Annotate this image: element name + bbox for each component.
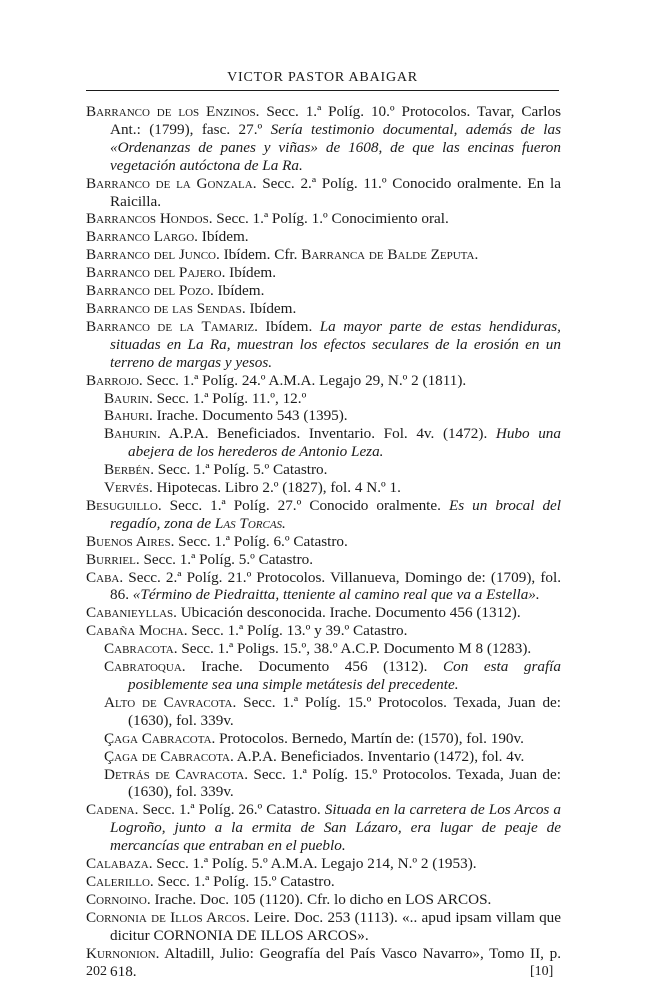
toponym-variant-entry — [104, 730, 561, 748]
toponym-name: Vervés — [104, 479, 149, 497]
toponym-name: Bahuri — [104, 407, 149, 425]
entry-commentary: Sería testimonio documental, además de las «Ordenanzas de panes y viñas» de 1608, de que las encinas fueron vegetación autóctona de La Ra. — [110, 120, 561, 174]
entry-commentary: Es un brocal del regadío, zona de — [110, 496, 561, 532]
entry-source: . Secc. 1.ª Políg. 10.º Protocolos. Tavar, Carlos Ant.: (1799), fasc. 27.º — [110, 103, 562, 138]
toponym-name: Buenos Aires — [86, 532, 171, 550]
toponym-name: Çaga Cabracota — [104, 729, 212, 747]
toponym-name: Barranco de las Sendas — [86, 299, 242, 317]
toponym-name: Besuguillo — [86, 496, 158, 514]
toponym-variant-entry — [104, 640, 561, 658]
entry-source: . Irache. Documento 456 (1312). — [181, 658, 443, 676]
toponym-entry — [86, 228, 561, 246]
toponym-variant-entry — [104, 390, 561, 408]
entry-source: . Protocolos. Bernedo, Martín de: (1570), fol. 190v. — [211, 729, 524, 747]
toponym-name: Barranco del Junco — [86, 246, 216, 264]
toponym-name: Barranco de la Tamariz — [86, 317, 255, 335]
entry-commentary: Situada en la carretera de Los Arcos a Logroño, junto a la ermita de San Lázaro, era lugar de peaje de mercancías que entraban en el pueblo. — [110, 801, 561, 855]
page-number: 202 — [86, 964, 107, 979]
running-header: VICTOR PASTOR ABAIGAR — [86, 70, 559, 91]
entry-source: . Ibídem. — [241, 299, 297, 317]
toponym-entry — [86, 622, 561, 640]
toponym-variant-entry — [104, 766, 561, 802]
toponym-name: Cadena — [86, 801, 135, 819]
toponym-entry — [86, 855, 561, 873]
toponym-name: Detrás de Cavracota — [104, 765, 245, 783]
toponym-variant-entry — [104, 748, 561, 766]
toponym-name: Baurin — [104, 389, 149, 407]
toponym-variant-entry — [104, 461, 561, 479]
toponym-entry — [86, 873, 561, 891]
entry-source: . Secc. 1.ª Políg. 5.º Catastro. — [150, 461, 328, 479]
toponym-name: Kurnonion — [86, 944, 156, 962]
toponym-name: Cornonia de Illos Arcos — [86, 908, 246, 926]
entry-source: . Secc. 1.ª Políg. 5.º A.M.A. Legajo 214, N.º 2 (1953). — [148, 855, 477, 873]
entry-source: . Ibídem. — [254, 317, 320, 335]
entry-source: . Hipotecas. Libro 2.º (1827), fol. 4 N.º 1. — [148, 479, 401, 497]
entry-source: . Secc. 1.ª Políg. 11.º, 12.º — [148, 389, 307, 407]
toponym-name: Cabanieyllas — [86, 604, 174, 622]
entry-source: . Ibídem. Cfr. — [215, 246, 302, 264]
entry-source: . — [474, 246, 479, 264]
toponym-name: Cornoino — [86, 890, 147, 908]
toponym-entry — [86, 210, 561, 228]
entry-source: . Irache. Doc. 105 (1120). Cfr. lo dicho en LOS ARCOS. — [146, 890, 492, 908]
entry-source: . Leire. Doc. 253 (1113). «.. apud ipsam villam que dicitur CORNONIA DE ILLOS ARCOS». — [110, 908, 561, 944]
entry-source: . Ibídem. — [194, 228, 249, 246]
entry-commentary: «Término de Piedraitta, tteniente al camino real que va a Estella». — [132, 586, 540, 604]
entry-source: . Altadill, Julio: Geografía del País Vasco Navarro», Tomo II, p. 618. — [110, 944, 561, 980]
toponym-name: Barranco Largo — [86, 228, 195, 246]
toponym-name: Alto de Cavracota — [104, 693, 233, 711]
entry-source: . Ubicación desconocida. Irache. Documento 456 (1312). — [173, 604, 521, 622]
toponym-entry — [86, 604, 561, 622]
toponym-name: Bahurin — [104, 425, 157, 443]
entry-source: . Secc. 1.ª Políg. 15.º Catastro. — [149, 872, 335, 890]
toponym-entry — [86, 246, 561, 264]
entry-source: . Secc. 1.ª Políg. 15.º Protocolos. Texada, Juan de: (1630), fol. 339v. — [128, 693, 562, 729]
toponym-name: Barrancos Hondos — [86, 210, 209, 228]
entry-source: . Secc. 2.ª Políg. 21.º Protocolos. Villanueva, Domingo de: (1709), fol. 86. — [110, 568, 561, 604]
entry-commentary: . — [282, 514, 286, 532]
toponym-entry — [86, 318, 561, 372]
entry-source: . Secc. 1.ª Políg. 6.º Catastro. — [170, 532, 348, 550]
toponym-name: Barranco de los Enzinos — [86, 103, 256, 120]
entry-commentary: La mayor parte de estas hendiduras, situadas en La Ra, muestran los efectos seculares de la erosión en un terreno de margas y yesos. — [110, 317, 561, 371]
toponym-entry — [86, 551, 561, 569]
toponym-name: Cabratoqua — [104, 658, 182, 676]
toponym-entry — [86, 497, 561, 533]
toponym-entry — [86, 175, 561, 211]
entry-source: . Secc. 1.ª Políg. 13.º y 39.º Catastro. — [183, 622, 408, 640]
entry-commentary: Con esta grafía posiblemente sea una simple metátesis del precedente. — [128, 658, 561, 693]
entry-commentary: Hubo una abejera de los herederos de Antonio Leza. — [128, 425, 561, 461]
entry-source: . Secc. 2.ª Políg. 11.º Conocido oralmente. En la Raicilla. — [110, 174, 561, 210]
toponym-variant-entry — [104, 479, 561, 497]
entry-source: . Secc. 1.ª Políg. 5.º Catastro. — [135, 550, 314, 568]
toponym-entry — [86, 945, 561, 981]
toponym-entry — [86, 264, 561, 282]
toponym-name: Barranco del Pozo — [86, 282, 210, 300]
toponym-name: Çaga de Cabracota — [104, 747, 230, 765]
toponym-variant-entry — [104, 694, 561, 730]
entry-source: . Secc. 1.ª Políg. 27.º Conocido oralmente. — [157, 496, 449, 514]
toponym-name: Caba — [86, 568, 120, 586]
toponym-entry — [86, 282, 561, 300]
toponym-name: Cabaña Mocha — [86, 622, 184, 640]
toponym-name: Burriel — [86, 550, 136, 568]
toponym-entry — [86, 300, 561, 318]
entry-source: . A.P.A. Beneficiados. Inventario (1472), fol. 4v. — [229, 747, 525, 765]
entry-source: . A.P.A. Beneficiados. Inventario. Fol. 4v. (1472). — [156, 425, 496, 443]
toponym-name: Barranco del Pajero — [86, 264, 222, 282]
note-reference: [10] — [530, 964, 554, 979]
entry-source: . Secc. 1.ª Políg. 15.º Protocolos. Texada, Juan de: (1630), fol. 339v. — [128, 765, 561, 801]
toponym-name: Barranca de Balde Zeputa — [301, 246, 475, 264]
toponym-name: Barrojo — [86, 371, 139, 389]
entry-source: . Irache. Documento 543 (1395). — [148, 407, 348, 425]
toponym-entry — [86, 103, 561, 175]
toponym-name: Barranco de la Gonzala — [86, 174, 253, 192]
entry-source: . Secc. 1.ª Políg. 24.º A.M.A. Legajo 29, N.º 2 (1811). — [138, 371, 467, 389]
entry-source: . Secc. 1.ª Políg. 26.º Catastro. — [134, 801, 325, 819]
toponym-entry — [86, 569, 561, 605]
entry-source: . Secc. 1.ª Políg. 1.º Conocimiento oral. — [208, 210, 449, 228]
entry-source: . Ibídem. — [221, 264, 276, 282]
toponym-entry — [86, 801, 561, 855]
toponym-reference: Las Torcas — [214, 514, 283, 532]
toponym-variant-entry — [104, 407, 561, 425]
toponym-entry — [86, 891, 561, 909]
toponym-variant-entry — [104, 658, 561, 694]
toponym-name: Berbén — [104, 461, 151, 479]
toponym-entry — [86, 909, 561, 945]
toponym-name: Calabaza — [86, 855, 149, 873]
toponym-entry — [86, 372, 561, 390]
entry-list — [86, 103, 561, 980]
entry-source: . Ibídem. — [209, 282, 265, 300]
toponym-name: Cabracota — [104, 640, 174, 658]
entry-source: . Secc. 1.ª Poligs. 15.º, 38.º A.C.P. Documento M 8 (1283). — [173, 640, 532, 658]
toponym-name: Calerillo — [86, 872, 150, 890]
toponym-entry — [86, 533, 561, 551]
toponym-variant-entry — [104, 425, 561, 461]
